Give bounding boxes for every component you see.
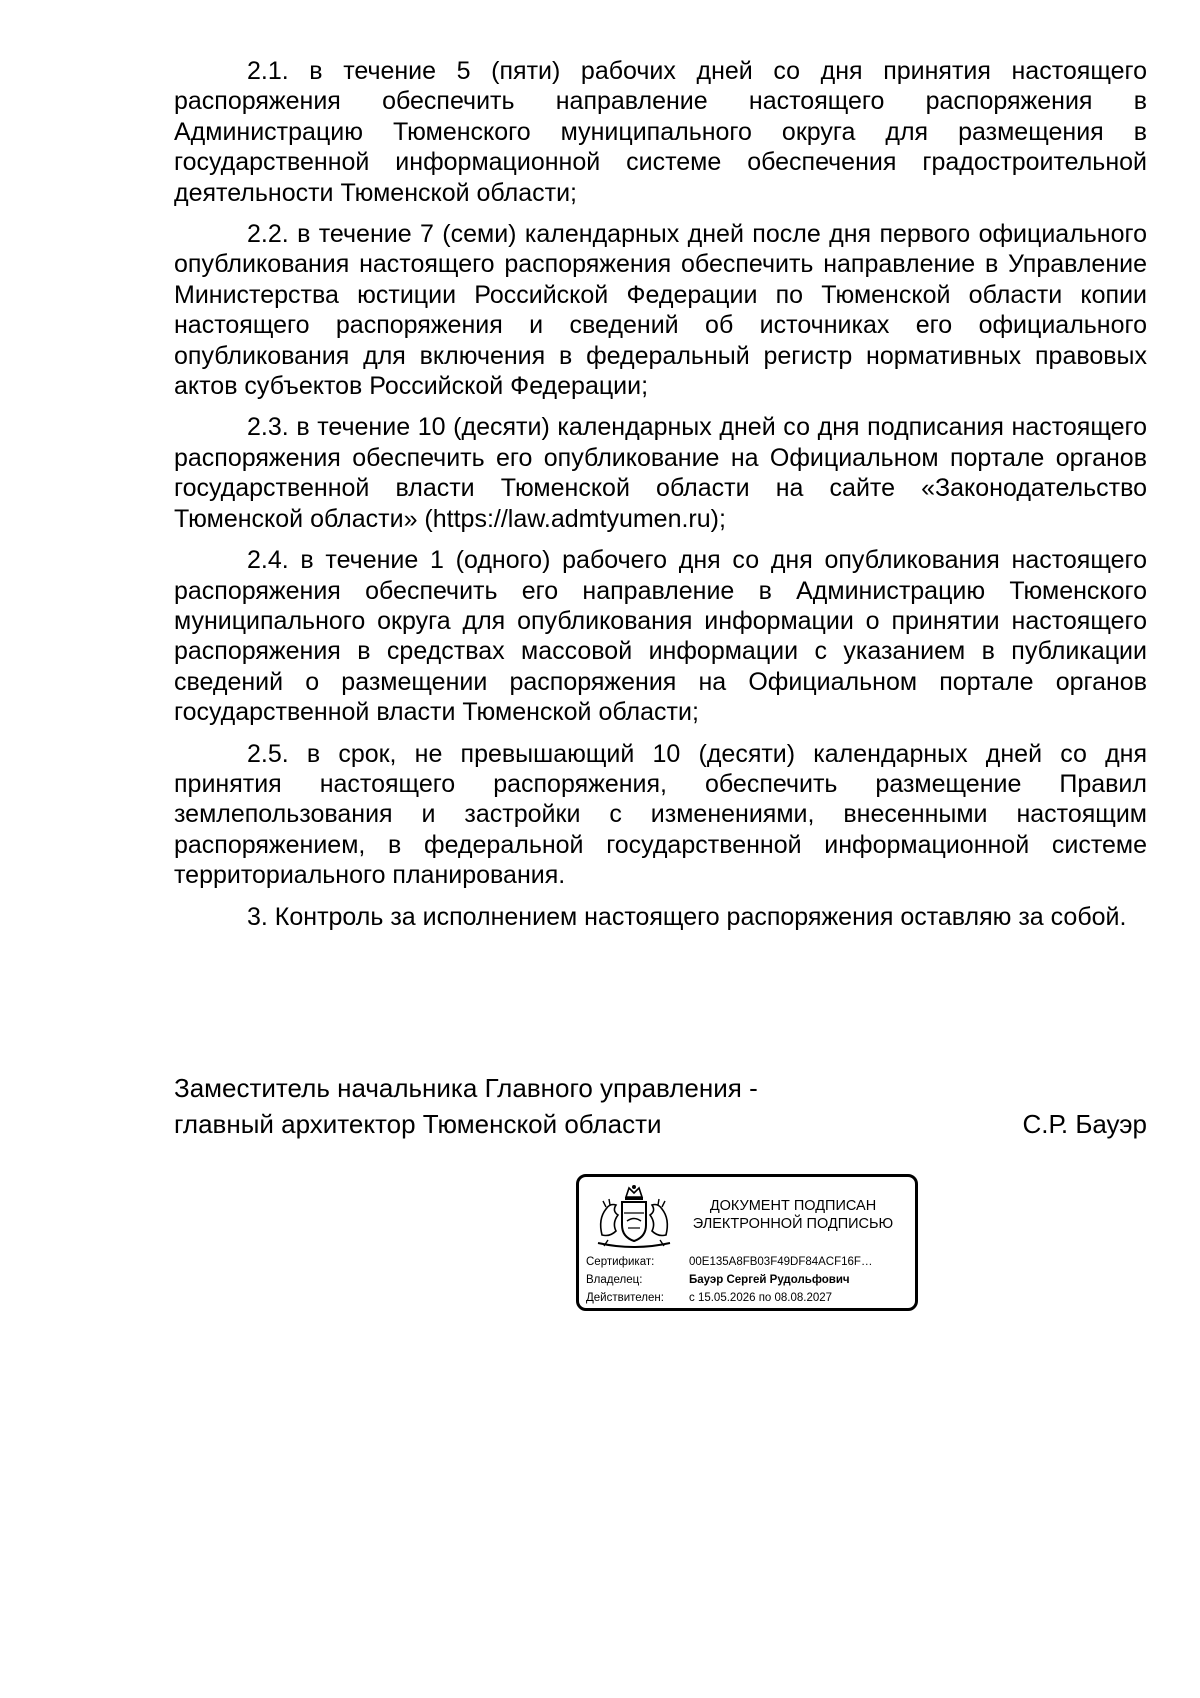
signer-position-line-1 — [174, 1070, 1147, 1106]
electronic-signature-stamp — [576, 1174, 918, 1311]
stamp-certificate-row — [586, 1253, 914, 1271]
valid-value: с 15.05.2026 по 08.08.2027 — [689, 1292, 833, 1304]
certificate-value: 00E135A8FB03F49DF84ACF16F… — [689, 1256, 873, 1268]
stamp-title-line-1: ДОКУМЕНТ ПОДПИСАН — [709, 1198, 877, 1214]
valid-label: Действителен: — [586, 1292, 664, 1304]
certificate-label: Сертификат: — [586, 1256, 655, 1268]
signature-block — [174, 1070, 1147, 1142]
stamp-details — [586, 1253, 914, 1307]
paragraph-2-2: 2.2. в течение 7 (семи) календарных дней после дня первого официального опубликования настоящего распоряжения обеспечить направление в Управление Министерства юстиции Российской Федерации по Тюменской области копии настоящего распоряжения и сведений об источниках его официального опубликования для включения в федеральный регистр нормативных правовых актов субъектов Российской Федерации; — [174, 220, 1147, 401]
stamp-validity-row — [586, 1289, 914, 1307]
document-body — [174, 56, 1147, 943]
owner-value: Бауэр Сергей Рудольфович — [689, 1274, 850, 1286]
paragraph-2-3: 2.3. в течение 10 (десяти) календарных дней со дня подписания настоящего распоряжения обеспечить его опубликование на Официальном портале органов государственной власти Тюменской области на сайте «Законодательство Тюменской области» (https://law.admtyumen.ru); — [174, 413, 1147, 533]
paragraph-2-5: 2.5. в срок, не превышающий 10 (десяти) календарных дней со дня принятия настоящего распоряжения, обеспечить размещение Правил землепользования и застройки с изменениями, внесенными настоящим распоряжением, в федеральной государственной информационной системе территориального планирования. — [174, 739, 1147, 890]
signer-position-1: Заместитель начальника Главного управления - — [174, 1073, 758, 1103]
owner-label: Владелец: — [586, 1274, 643, 1286]
signer-position-2: главный архитектор Тюменской области — [174, 1109, 662, 1139]
paragraph-2-1: 2.1. в течение 5 (пяти) рабочих дней со дня принятия настоящего распоряжения обеспечить направление настоящего распоряжения в Администрацию Тюменского муниципального округа для размещения в государственной информационной системе обеспечения градостроительной деятельности Тюменской области; — [174, 57, 1147, 207]
stamp-owner-row — [586, 1271, 914, 1289]
paragraph-2-4: 2.4. в течение 1 (одного) рабочего дня со дня опубликования настоящего распоряжения обеспечить его направление в Администрацию Тюменского муниципального округа для опубликования информации о принятии настоящего распоряжения в средствах массовой информации с указанием в публикации сведений о размещении распоряжения на Официальном портале органов государственной власти Тюменской области; — [174, 546, 1147, 727]
signer-name: С.Р. Бауэр — [1022, 1109, 1147, 1139]
coat-of-arms-icon — [588, 1183, 680, 1253]
signer-position-line-2 — [174, 1106, 1147, 1142]
stamp-title-line-2: ЭЛЕКТРОННОЙ ПОДПИСЬЮ — [692, 1216, 894, 1232]
paragraph-3: 3. Контроль за исполнением настоящего распоряжения оставляю за собой. — [247, 902, 1127, 931]
stamp-title — [675, 1197, 911, 1233]
